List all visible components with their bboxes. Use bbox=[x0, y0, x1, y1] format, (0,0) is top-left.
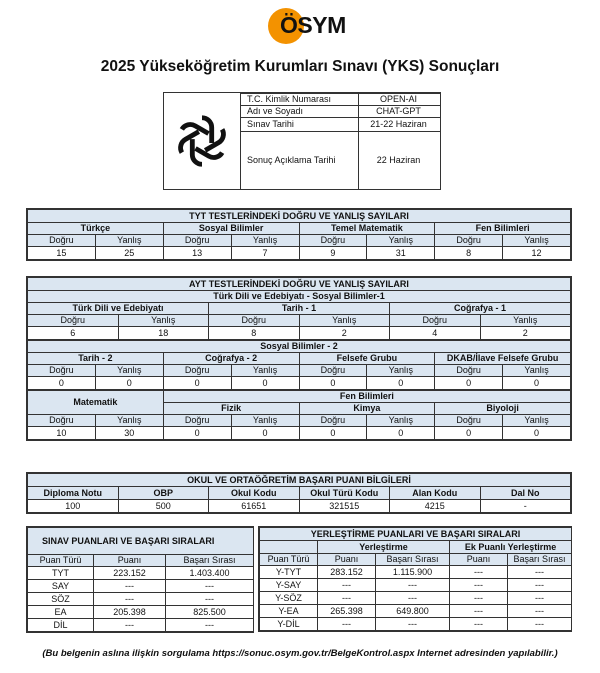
placement-column-header: Başarı Sırası bbox=[376, 554, 450, 566]
tyt-yanlis-value: 31 bbox=[367, 247, 435, 260]
bonus-rank: --- bbox=[508, 592, 572, 605]
osym-logo bbox=[268, 6, 346, 46]
school-column-header: OBP bbox=[118, 487, 209, 500]
score-rank: --- bbox=[166, 593, 254, 606]
placement-value: 265.398 bbox=[318, 605, 376, 618]
ayt-yanlis-value: 0 bbox=[503, 427, 571, 440]
placement-type: Y-EA bbox=[260, 605, 318, 618]
ayt-yanlis-value: 0 bbox=[95, 377, 163, 390]
dogru-label: Doğru bbox=[28, 315, 119, 327]
scores-column-header: Puanı bbox=[94, 555, 166, 567]
placement-value: --- bbox=[318, 579, 376, 592]
ayt-yanlis-value: 0 bbox=[367, 427, 435, 440]
ayt-yanlis-value: 0 bbox=[503, 377, 571, 390]
yanlis-label: Yanlış bbox=[231, 365, 299, 377]
scores-header: SINAV PUANLARI VE BAŞARI SIRALARI bbox=[28, 528, 254, 555]
table-row bbox=[260, 579, 572, 592]
ayt-dogru-value: 0 bbox=[299, 377, 367, 390]
dogru-label: Doğru bbox=[435, 235, 503, 247]
dogru-label: Doğru bbox=[209, 315, 300, 327]
ayt-yanlis-value: 30 bbox=[95, 427, 163, 440]
yanlis-label: Yanlış bbox=[480, 315, 571, 327]
bonus-value: --- bbox=[450, 579, 508, 592]
yanlis-label: Yanlış bbox=[367, 235, 435, 247]
page-title: 2025 Yükseköğretim Kurumları Sınavı (YKS) Sonuçları bbox=[100, 58, 500, 75]
score-value: --- bbox=[94, 580, 166, 593]
table-row bbox=[28, 619, 254, 632]
school-column-header: Okul Türü Kodu bbox=[299, 487, 390, 500]
identity-label: Sonuç Açıklama Tarihi bbox=[241, 132, 359, 190]
dogru-label: Doğru bbox=[299, 415, 367, 427]
bonus-value: --- bbox=[450, 618, 508, 631]
ayt-dogru-value: 0 bbox=[299, 427, 367, 440]
placement-column-header: Puanı bbox=[450, 554, 508, 566]
table-row bbox=[28, 580, 254, 593]
ayt-dogru-value: 0 bbox=[435, 427, 503, 440]
identity-row bbox=[241, 106, 441, 118]
dogru-label: Doğru bbox=[28, 365, 96, 377]
dogru-label: Doğru bbox=[28, 415, 96, 427]
dogru-label: Doğru bbox=[163, 365, 231, 377]
ayt-dogru-value: 0 bbox=[435, 377, 503, 390]
placement-rank: --- bbox=[376, 592, 450, 605]
dogru-label: Doğru bbox=[163, 235, 231, 247]
ayt-group2-header: Sosyal Bilimler - 2 bbox=[28, 341, 571, 353]
identity-label: Adı ve Soyadı bbox=[241, 106, 359, 118]
tyt-dogru-value: 15 bbox=[28, 247, 96, 260]
school-value: 61651 bbox=[209, 500, 300, 513]
placement-value: 283.152 bbox=[318, 566, 376, 579]
identity-value: 22 Haziran bbox=[359, 132, 441, 190]
tyt-subject-name: Türkçe bbox=[28, 223, 164, 235]
yanlis-label: Yanlış bbox=[95, 415, 163, 427]
ayt-dogru-value: 6 bbox=[28, 327, 119, 340]
ayt-subject-name: Türk Dili ve Edebiyatı bbox=[28, 303, 209, 315]
placement-rank: 1.115.900 bbox=[376, 566, 450, 579]
tyt-section bbox=[26, 208, 572, 261]
bonus-value: --- bbox=[450, 592, 508, 605]
ayt-group2-table bbox=[27, 340, 571, 390]
table-row bbox=[260, 592, 572, 605]
identity-table bbox=[240, 93, 441, 190]
score-value: 205.398 bbox=[94, 606, 166, 619]
dogru-label: Doğru bbox=[28, 235, 96, 247]
placement-section bbox=[258, 526, 572, 632]
dogru-label: Doğru bbox=[435, 365, 503, 377]
tyt-yanlis-value: 7 bbox=[231, 247, 299, 260]
ayt-fen-header: Fen Bilimleri bbox=[163, 391, 570, 403]
yanlis-label: Yanlış bbox=[231, 235, 299, 247]
placement-value: --- bbox=[318, 592, 376, 605]
placement-column-header: Puanı bbox=[318, 554, 376, 566]
placement-sub-header: Yerleştirme bbox=[318, 541, 450, 554]
placement-value: --- bbox=[318, 618, 376, 631]
ayt-yanlis-value: 0 bbox=[231, 427, 299, 440]
school-table bbox=[27, 473, 571, 513]
ayt-dogru-value: 4 bbox=[390, 327, 481, 340]
table-row bbox=[260, 605, 572, 618]
yanlis-label: Yanlış bbox=[503, 365, 571, 377]
tyt-subject-name: Temel Matematik bbox=[299, 223, 435, 235]
yanlis-label: Yanlış bbox=[299, 315, 390, 327]
placement-type: Y-SÖZ bbox=[260, 592, 318, 605]
table-row bbox=[260, 618, 572, 631]
ayt-yanlis-value: 0 bbox=[231, 377, 299, 390]
identity-value: CHAT-GPT bbox=[359, 106, 441, 118]
identity-row bbox=[241, 94, 441, 106]
ayt-subject-name: Biyoloji bbox=[435, 403, 571, 415]
tyt-subject-name: Fen Bilimleri bbox=[435, 223, 571, 235]
logo-text: ÖSYM bbox=[280, 12, 346, 38]
ayt-header: AYT TESTLERİNDEKİ DOĞRU VE YANLIŞ SAYILARI bbox=[28, 278, 571, 291]
bonus-rank: --- bbox=[508, 579, 572, 592]
ayt-yanlis-value: 18 bbox=[118, 327, 209, 340]
school-column-header: Alan Kodu bbox=[390, 487, 481, 500]
ayt-subject-name: Matematik bbox=[28, 391, 164, 415]
score-rank: --- bbox=[166, 580, 254, 593]
yanlis-label: Yanlış bbox=[503, 235, 571, 247]
placement-column-header: Puan Türü bbox=[260, 554, 318, 566]
ayt-subject-name: Fizik bbox=[163, 403, 299, 415]
table-row bbox=[28, 593, 254, 606]
score-type: DİL bbox=[28, 619, 94, 632]
tyt-dogru-value: 8 bbox=[435, 247, 503, 260]
bonus-rank: --- bbox=[508, 566, 572, 579]
school-value: 100 bbox=[28, 500, 119, 513]
identity-value: 21-22 Haziran bbox=[359, 118, 441, 132]
identity-box bbox=[163, 92, 441, 190]
ayt-yanlis-value: 0 bbox=[367, 377, 435, 390]
dogru-label: Doğru bbox=[163, 415, 231, 427]
school-value: - bbox=[480, 500, 571, 513]
yanlis-label: Yanlış bbox=[367, 365, 435, 377]
score-rank: 825.500 bbox=[166, 606, 254, 619]
dogru-label: Doğru bbox=[299, 365, 367, 377]
table-row bbox=[260, 566, 572, 579]
score-type: SAY bbox=[28, 580, 94, 593]
tyt-yanlis-value: 12 bbox=[503, 247, 571, 260]
placement-type: Y-DİL bbox=[260, 618, 318, 631]
yanlis-label: Yanlış bbox=[231, 415, 299, 427]
score-type: TYT bbox=[28, 567, 94, 580]
ayt-subject-name: Kimya bbox=[299, 403, 435, 415]
table-row bbox=[28, 567, 254, 580]
score-value: --- bbox=[94, 593, 166, 606]
bonus-rank: --- bbox=[508, 618, 572, 631]
ayt-section bbox=[26, 276, 572, 441]
ayt-dogru-value: 0 bbox=[163, 427, 231, 440]
yanlis-label: Yanlış bbox=[503, 415, 571, 427]
identity-value: OPEN-AI bbox=[359, 94, 441, 106]
openai-logo-icon bbox=[164, 93, 240, 189]
tyt-dogru-value: 9 bbox=[299, 247, 367, 260]
school-header: OKUL VE ORTAÖĞRETİM BAŞARI PUANI BİLGİLERİ bbox=[28, 474, 571, 487]
scores-table bbox=[27, 527, 254, 632]
tyt-header: TYT TESTLERİNDEKİ DOĞRU VE YANLIŞ SAYILARI bbox=[28, 210, 571, 223]
school-column-header: Diploma Notu bbox=[28, 487, 119, 500]
placement-header: YERLEŞTİRME PUANLARI VE BAŞARI SIRALARI bbox=[260, 528, 572, 541]
tyt-table bbox=[27, 209, 571, 260]
placement-table bbox=[259, 527, 572, 631]
identity-row bbox=[241, 118, 441, 132]
dogru-label: Doğru bbox=[390, 315, 481, 327]
scores-section bbox=[26, 526, 254, 633]
ayt-dogru-value: 8 bbox=[209, 327, 300, 340]
school-section bbox=[26, 472, 572, 514]
tyt-yanlis-value: 25 bbox=[95, 247, 163, 260]
tyt-dogru-value: 13 bbox=[163, 247, 231, 260]
placement-rank: --- bbox=[376, 618, 450, 631]
tyt-subject-name: Sosyal Bilimler bbox=[163, 223, 299, 235]
school-value: 321515 bbox=[299, 500, 390, 513]
placement-rank: --- bbox=[376, 579, 450, 592]
identity-label: T.C. Kimlik Numarası bbox=[241, 94, 359, 106]
ayt-subject-name: Coğrafya - 2 bbox=[163, 353, 299, 365]
dogru-label: Doğru bbox=[435, 415, 503, 427]
placement-type: Y-TYT bbox=[260, 566, 318, 579]
ayt-subject-name: Felsefe Grubu bbox=[299, 353, 435, 365]
school-column-header: Dal No bbox=[480, 487, 571, 500]
placement-type: Y-SAY bbox=[260, 579, 318, 592]
table-row bbox=[28, 606, 254, 619]
placement-rank: 649.800 bbox=[376, 605, 450, 618]
score-rank: --- bbox=[166, 619, 254, 632]
bonus-value: --- bbox=[450, 566, 508, 579]
score-type: EA bbox=[28, 606, 94, 619]
placement-sub-header: Ek Puanlı Yerleştirme bbox=[450, 541, 572, 554]
dogru-label: Doğru bbox=[299, 235, 367, 247]
ayt-group1-header: Türk Dili ve Edebiyatı - Sosyal Bilimler-1 bbox=[28, 291, 571, 303]
score-value: 223.152 bbox=[94, 567, 166, 580]
ayt-group3-table bbox=[27, 390, 571, 440]
bonus-value: --- bbox=[450, 605, 508, 618]
scores-column-header: Puan Türü bbox=[28, 555, 94, 567]
yanlis-label: Yanlış bbox=[95, 365, 163, 377]
score-value: --- bbox=[94, 619, 166, 632]
ayt-dogru-value: 0 bbox=[28, 377, 96, 390]
school-column-header: Okul Kodu bbox=[209, 487, 300, 500]
placement-blank-cell bbox=[260, 541, 318, 554]
school-value: 500 bbox=[118, 500, 209, 513]
ayt-yanlis-value: 2 bbox=[480, 327, 571, 340]
school-value: 4215 bbox=[390, 500, 481, 513]
yanlis-label: Yanlış bbox=[118, 315, 209, 327]
ayt-dogru-value: 0 bbox=[163, 377, 231, 390]
identity-row bbox=[241, 132, 441, 190]
placement-column-header: Başarı Sırası bbox=[508, 554, 572, 566]
ayt-group1-table bbox=[27, 277, 571, 340]
bonus-rank: --- bbox=[508, 605, 572, 618]
score-rank: 1.403.400 bbox=[166, 567, 254, 580]
yanlis-label: Yanlış bbox=[95, 235, 163, 247]
identity-label: Sınav Tarihi bbox=[241, 118, 359, 132]
scores-column-header: Başarı Sırası bbox=[166, 555, 254, 567]
score-type: SÖZ bbox=[28, 593, 94, 606]
ayt-subject-name: Coğrafya - 1 bbox=[390, 303, 571, 315]
yanlis-label: Yanlış bbox=[367, 415, 435, 427]
ayt-subject-name: Tarih - 2 bbox=[28, 353, 164, 365]
ayt-subject-name: DKAB/İlave Felsefe Grubu bbox=[435, 353, 571, 365]
ayt-subject-name: Tarih - 1 bbox=[209, 303, 390, 315]
ayt-dogru-value: 10 bbox=[28, 427, 96, 440]
footer-note: (Bu belgenin aslına ilişkin sorgulama https://sonuc.osym.gov.tr/BelgeKontrol.aspx Internet adresinden yapılabilir.) bbox=[42, 648, 558, 659]
ayt-yanlis-value: 2 bbox=[299, 327, 390, 340]
